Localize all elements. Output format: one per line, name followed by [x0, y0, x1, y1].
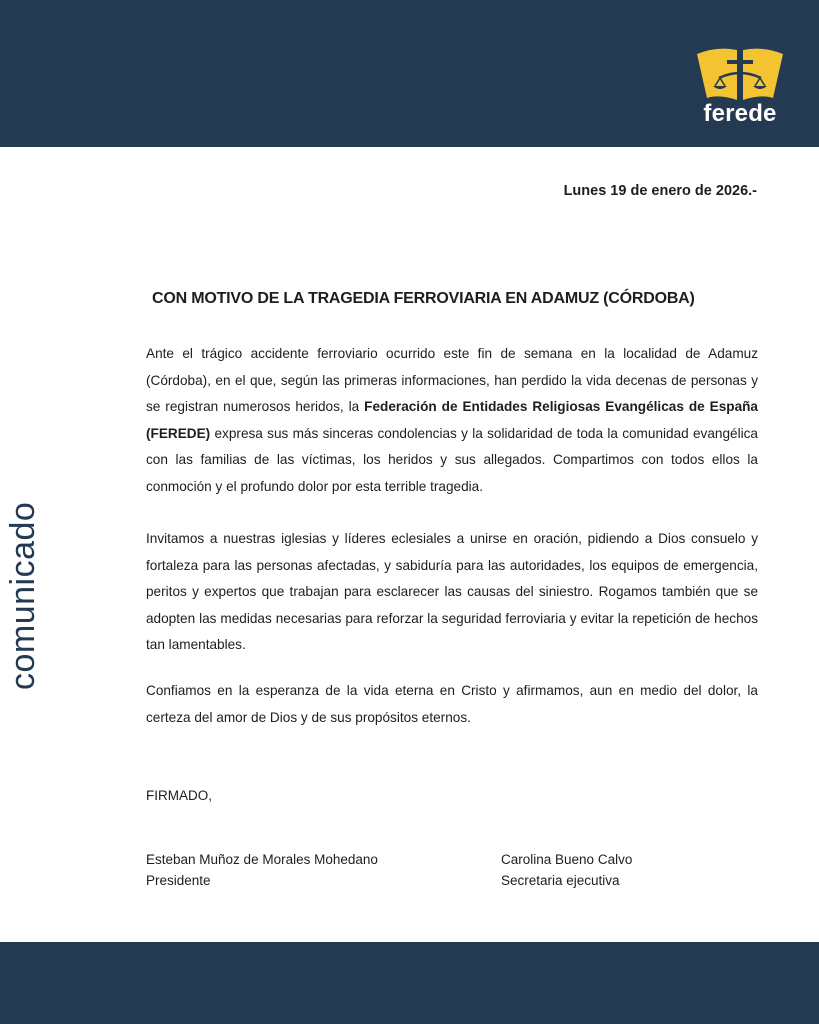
signatory-2 [501, 849, 632, 891]
signatory-2-name: Carolina Bueno Calvo [501, 852, 633, 867]
signatory-1-role: Presidente [146, 873, 211, 888]
side-label-comunicado: comunicado [4, 501, 42, 690]
document-title: CON MOTIVO DE LA TRAGEDIA FERROVIARIA EN ADAMUZ (CÓRDOBA) [152, 290, 695, 307]
paragraph-1-text-a: Ante el trágico accidente ferroviario ocurrido este fin de semana en la localidad de Adamuz (Córdoba), en el que, según las primeras informaciones, han perdido la vida decenas de personas y se registran numerosos heridos, la [146, 346, 758, 414]
document-date: Lunes 19 de enero de 2026.- [563, 183, 757, 199]
header-band [0, 0, 819, 147]
signatory-1-name: Esteban Muñoz de Morales Mohedano [146, 852, 378, 867]
footer-band [0, 942, 819, 1024]
paragraph-3: Confiamos en la esperanza de la vida eterna en Cristo y afirmamos, aun en medio del dolor, la certeza del amor de Dios y de sus propósitos eternos. [146, 683, 758, 725]
paragraph-1-bold-org: Federación de Entidades Religiosas Evangélicas de España (FEREDE) [146, 399, 758, 441]
logo-text: ferede [703, 100, 777, 127]
paragraph-1 [146, 341, 758, 500]
signatory-2-role: Secretaria ejecutiva [501, 873, 620, 888]
ferede-book-cross-scales-icon [693, 42, 787, 104]
signatory-1 [146, 849, 378, 891]
ferede-logo [690, 42, 790, 132]
paragraph-2: Invitamos a nuestras iglesias y líderes eclesiales a unirse en oración, pidiendo a Dios consuelo y fortaleza para las personas afectadas, y sabiduría para las autoridades, los equipos de emergencia, peritos y expertos que trabajan para esclarecer las causas del siniestro. Rogamos también que se adopten las medidas necesarias para reforzar la seguridad ferroviaria y evitar la repetición de hechos tan lamentables. [146, 531, 758, 652]
signed-label: FIRMADO, [146, 788, 212, 803]
paragraph-1-text-b: expresa sus más sinceras condolencias y la solidaridad de toda la comunidad evangélica con las familias de las víctimas, los heridos y sus allegados. Compartimos con todos ellos la conmoción y el profundo dolor por esta terrible tragedia. [146, 425, 758, 494]
